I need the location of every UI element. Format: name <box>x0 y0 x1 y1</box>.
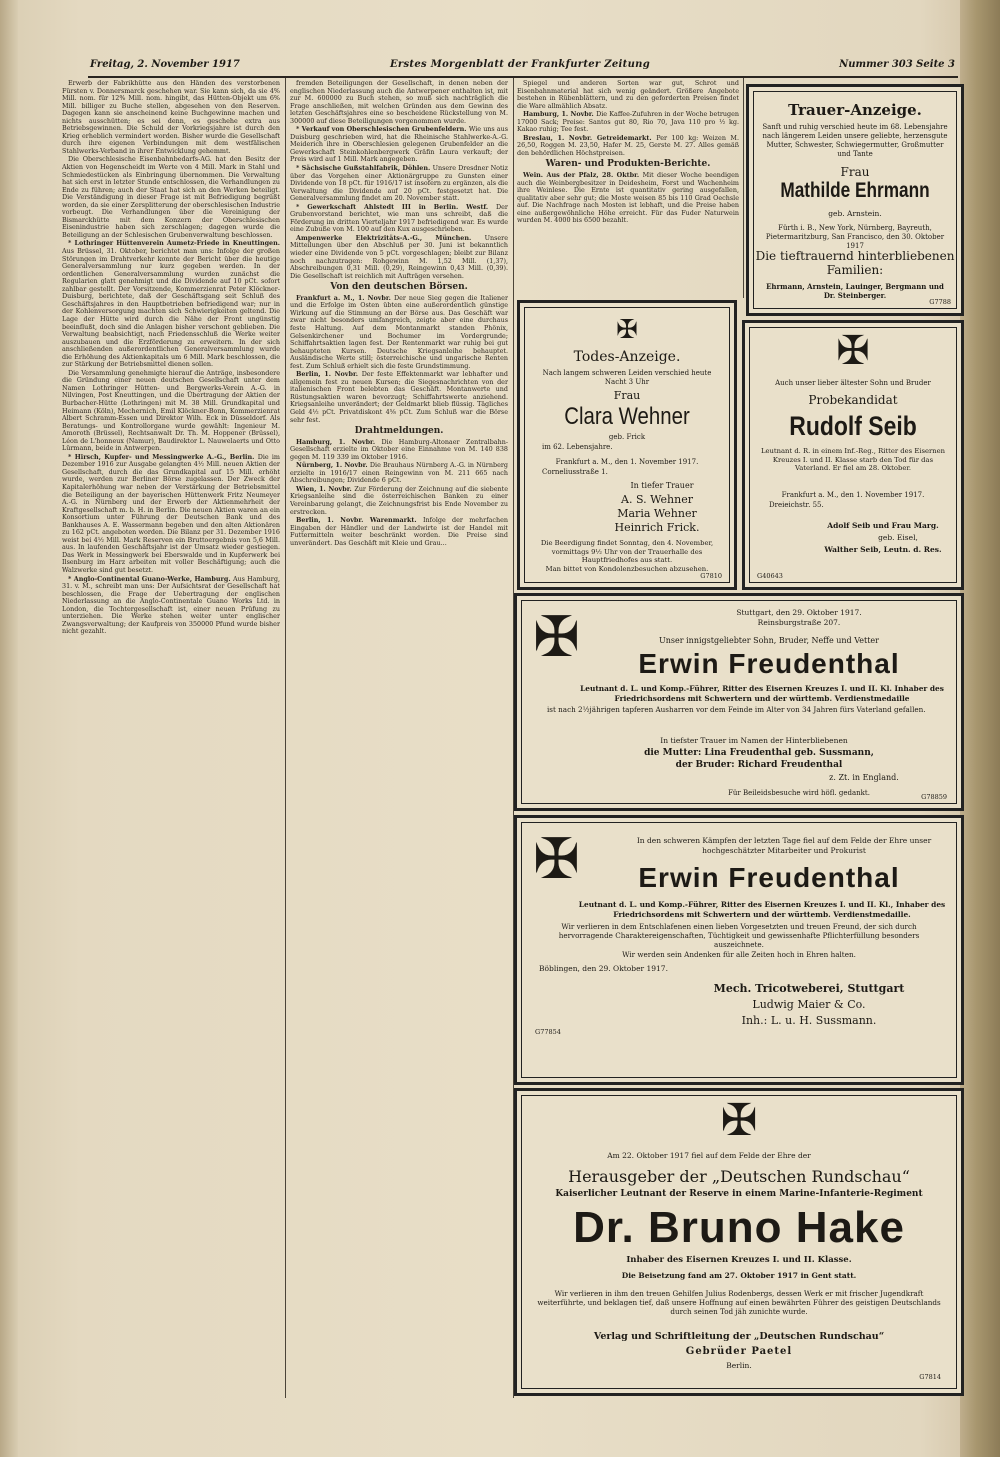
article-heading: Wien, 1. Novbr. <box>296 484 355 493</box>
notice-mourn: In tiefster Trauer im Namen der Hinterbliebenen <box>660 736 848 745</box>
death-notice-ehrmann <box>746 84 964 316</box>
notice-frau: Frau <box>840 165 870 179</box>
text-column-1 <box>62 80 280 1398</box>
article-paragraph: Berlin, 1. Novbr. Der feste Effektenmarkt war lebhafter und allgemein fest zu neuen Kursen; die Siegesnachrichten von der italienischen Front belebten das Geschäft. Montanwerte und Rüstungsaktien waren bevorzugt; Schiffahrtswerte anziehend. Kriegsanleihe unverändert; der Geldmarkt blieb flüssig. Tägliches Geld 4½ pCt. Privatdiskont 4⅝ pCt. Zum Schluß war die Börse sehr fest. <box>290 370 508 424</box>
mourner-3: Heinrich Frick. <box>614 521 700 534</box>
notice-mourners: Die tieftrauernd hinterbliebenen <box>755 249 955 263</box>
burial-info: Die Beerdigung findet Sonntag, den 4. November, vormittags 9½ Uhr von der Trauerhalle des Hauptfriedhofes aus statt. <box>540 539 714 564</box>
article-heading: Frankfurt a. M., 1. Novbr. <box>296 293 394 302</box>
publisher-company: Gebrüder Paetel <box>685 1346 793 1357</box>
article-paragraph: Die Versammlung genehmigte hierauf die Anträge, insbesondere die Gründung einer neuen deutschen Gesellschaft unter dem Namen Lothringer Hütten- und Bergwerks-Verein A.-G. in Nilvingen, Post Kneuttingen, und die Übertragung der Aktien der Burbacher-Hütte (Lothringen) mit M. 38 Mill. Grundkapital und Heimann (Köln), Mechernich, Emil Klöckner-Bonn, Kommerzienrat Albert Schramm-Essen und Direktor Wilh. Eck in Düsseldorf. Als Beratungs- und Kontrollorgane wurde gewählt: Ingenieur M. Amoroth (Brüssel), Rechtsanwalt Dr. Th. M. Hoppener (Brüssel), Léon de L'honneux (Namur), Baudirektor L. Nauwelaerts und Otto Lürmann, beide in Antwerpen. <box>62 368 280 453</box>
header-date: Freitag, 2. November 1917 <box>90 59 240 70</box>
article-heading: Nürnberg, 1. Novbr. <box>296 461 370 470</box>
notice-intro: Nach langem schweren Leiden verschied heute Nacht 3 Uhr <box>542 369 712 386</box>
notice-title: Todes-Anzeige. <box>573 349 681 365</box>
section-heading: Von den deutschen Börsen. <box>330 282 468 293</box>
header-paper-name: Erstes Morgenblatt der Frankfurter Zeitung <box>390 59 650 70</box>
notice-text: Wir verlieren in dem Entschlafenen einen lieben Vorgesetzten und treuen Freund, der sich durch hervorragende Charaktereigenschaften, Tüchtigkeit und gewissenhafte Pflichterfüllung besonders auszeichnete. <box>558 922 920 949</box>
article-paragraph: Erwerb der Fabrikhütte aus den Händen des verstorbenen Fürsten v. Donnersmarck geschehen war. Sie kann sich, da sie 4% Mill. nom. für 12% Mill. nom. hingibt, das Hütten-Objekt um 6% Mill. billiger zu Buche stellen, abgesehen von den Reserven. Dagegen kann sie anscheinend keine Buchgewinne machen und nichts ausschütten; es sei denn, es geschehe extra aus Betriebsgewinnen. Die Schuld der Vorkriegsjahre ist durch den Krieg erheblich vermindert worden. Bisher wurde die Gesellschaft durch ihre eigenen Verbindungen mit dem westfälischen Stahlwerks-Verband in ihrer Entwicklung gehemmt. <box>62 80 280 155</box>
mourner-1: A. S. Wehner <box>621 493 693 506</box>
notice-intro: Unser innigstgeliebter Sohn, Bruder, Neffe und Vetter <box>659 636 879 645</box>
notice-rank: Kaiserlicher Leutnant der Reserve in einem Marine-Infanterie-Regiment <box>555 1189 923 1199</box>
deceased-name: Erwin Freudenthal <box>638 648 900 679</box>
iron-cross-icon: ✠ <box>533 827 580 892</box>
deceased-name: Mathilde Ehrmann <box>780 179 930 202</box>
article-paragraph: * Lothringer Hüttenverein Aumetz-Friede in Kneuttingen. Aus Brüssel, 31. Oktober, berichtet man uns: Infolge der großen Störungen im Drahtverkehr konnte der Bericht über die heutige Generalversammlung nur kurz gegeben werden. In der ordentlichen Generalversammlung wurden zunächst die Regularien glatt genehmigt und die Dividende auf 10 pCt. sofort zahlbar gestellt. Der Vorsitzende, Kommerzienrat Peter Klöckner-Duisburg, berichtete, daß der Geschäftsgang seit Schluß des Geschäftsjahres in den Hauptbetrieben befriedigend war; nur in der Kohlenversorgung machten sich Schwierigkeiten geltend. Die Lage der Hütte wird durch die Nähe der Front ungünstig beeinflußt, doch sind die Anlagen bisher verschont geblieben. Die Verwaltung beabsichtigt, nach Friedensschluß die Werke weiter auszubauen und die Erzförderung zu erweitern. In der sich anschließenden außerordentlichen Generalversammlung wurde die Erhöhung des Aktienkapitals um 6 Mill. Mark beschlossen, die zur Stärkung der Betriebsmittel dienen sollen. <box>62 239 280 369</box>
iron-cross-icon: ✠ <box>836 328 870 374</box>
section-heading: Drahtmeldungen. <box>354 426 444 437</box>
cross-icon: ✠ <box>616 315 638 345</box>
company-proprietors: Inh.: L. u. H. Sussmann. <box>741 1014 877 1027</box>
mourner-brother: der Bruder: Richard Freudenthal <box>675 760 843 770</box>
notice-detail: Leutnant d. R. in einem Inf.-Reg., Ritter des Eisernen Kreuzes I. und II. Klasse starb den Tod für das Vaterland. Er fiel am 28. Oktober. <box>760 447 945 472</box>
notice-detail: Leutnant d. L. und Komp.-Führer, Ritter des Eisernen Kreuzes I. und II. Kl. Inhaber des Friedrichsordens mit Schwertern und der württemb. Verdienstmedaille <box>580 684 944 703</box>
ad-code: G40643 <box>757 572 783 580</box>
article-heading: Hamburg, 1. Novbr. <box>523 110 597 119</box>
death-notice-hake <box>514 1088 964 1396</box>
notice-detail-2: ist nach 2½jährigen tapferen Ausharren vor dem Feinde im Alter von 34 Jahren fürs Vaterland gefallen. <box>547 705 926 714</box>
article-heading: Berlin, 1. Novbr. Warenmarkt. <box>296 516 424 525</box>
death-notice-wehner <box>517 300 737 590</box>
article-heading: Berlin, 1. Novbr. <box>296 370 362 379</box>
text-column-2 <box>290 80 508 902</box>
notice-address: Corneliusstraße 1. <box>542 468 608 476</box>
publisher-name: Verlag und Schriftleitung der „Deutschen Rundschau“ <box>593 1331 885 1342</box>
mourner-mother: die Mutter: Lina Freudenthal geb. Sussmann, <box>644 748 874 758</box>
article-heading: * Verkauf von Oberschlesischen Grubenfeldern. <box>296 125 469 134</box>
deceased-name: Erwin Freudenthal <box>638 862 900 893</box>
header-rule <box>88 76 958 78</box>
article-heading: * Gewerkschaft Ahlstedt III in Berlin. Westf. <box>296 202 497 211</box>
article-paragraph: Spiegel und anderen Sorten war gut, Schrot und Eisenbahnmaterial hat sich wenig geändert. Größere Angebote bestehen in Rübenblättern, und zu den geforderten Preisen findet die Ware allmählich Absatz. <box>517 80 739 110</box>
death-notice-seib <box>742 320 964 590</box>
article-paragraph: Hamburg, 1. Novbr. Die Kaffee-Zufuhren in der Woche betrugen 17000 Sack; Preise: Santos gut 80, Rio 70, Java 110 pro ½ kg. Kakao ruhig; Tee fest. <box>517 110 739 134</box>
deceased-maiden-name: geb. Frick <box>608 433 646 441</box>
notice-address: Reinsburgstraße 207. <box>757 618 841 627</box>
deceased-maiden-name: geb. Arnstein. <box>828 209 882 218</box>
notice-intro: Auch unser lieber ältester Sohn und Bruder <box>775 379 931 387</box>
article-heading: Wein. Aus der Pfalz, 28. Oktbr. <box>523 171 643 180</box>
article-heading: * Hirsch, Kupfer- und Messingwerke A.-G., Berlin. <box>68 452 258 461</box>
article-heading: * Sächsische Gußstahlfabrik, Döhlen. <box>296 164 433 173</box>
mourner-2: Maria Wehner <box>617 507 697 520</box>
text-column-3 <box>517 80 739 295</box>
notice-detail: Inhaber des Eisernen Kreuzes I. und II. Klasse. <box>626 1255 852 1265</box>
notice-note: Man bittet von Kondolenzbesuchen abzusehen. <box>545 565 709 573</box>
death-notice-freudenthal-company <box>514 815 964 1085</box>
notice-places: Fürth i. B., New York, Nürnberg, Bayreuth, Pietermaritzburg, San Francisco, den 30. Oktober 1917 <box>765 224 945 250</box>
article-heading: * Anglo-Continental Guano-Werke, Hamburg. <box>68 574 233 583</box>
notice-text: Wir verlieren in ihm den treuen Gehilfen Julius Rodenbergs, dessen Werk er mit frischer Jugendkraft weiterführte, und beklagen tief, daß unsere Hoffnung auf einen bewährten Führer des geistigen Deutschlands durch seinen Tod jäh zunichte wurde. <box>537 1289 941 1316</box>
notice-place-date: Böblingen, den 29. Oktober 1917. <box>539 964 668 973</box>
notice-frau: Frau <box>613 389 641 402</box>
death-notice-freudenthal-family <box>514 593 964 811</box>
article-paragraph: Hamburg, 1. Novbr. Die Hamburg-Altonaer Zentralbahn-Gesellschaft erzielte im Oktober eine Einnahme von M. 140 838 gegen M. 119 339 im Oktober 1916. <box>290 437 508 461</box>
company-name: Mech. Tricotweberei, Stuttgart <box>713 982 905 995</box>
page-left-edge <box>0 0 18 1457</box>
ad-code: G7788 <box>929 298 951 306</box>
article-paragraph: Wein. Aus der Pfalz, 28. Oktbr. Mit dieser Woche beendigen auch die Weinbergbesitzer in Deidesheim, Forst und Wachenheim ihre Weinlese. Die Ernte ist quantitativ gering ausgefallen, qualitativ aber sehr gut; die Moste weisen 85 bis 110 Grad Oechsle auf. Die Nachfrage nach Mosten ist lebhaft, und die Preise haben eine außergewöhnliche Höhe erreicht. Für das Fuder Naturwein wurden M. 4000 bis 6500 bezahlt. <box>517 171 739 225</box>
article-paragraph: * Verkauf von Oberschlesischen Grubenfeldern. Wie uns aus Duisburg geschrieben wird, hat die Rheinische Stahlwerke-A.-G. Meiderich ihre in Oberschlesien gelegenen Grubenfelder an die Gewerkschaft Steinkohlenbergwerk Gräfin Laura verkauft; der Preis wird auf 1 Mill. Mark angegeben. <box>290 125 508 164</box>
article-paragraph: Ampenwerke Elektrizitäts-A.-G., München. Unsere Mitteilungen über den Abschluß per 30. Juni ist bekanntlich wieder eine Dividende von 5 pCt. vorgeschlagen; bleibt zur Bilanz noch nachzutragen: Rohgewinn M. 1,52 Mill. (1,37), Abschreibungen 0,31 Mill. (0,29), Reingewinn 0,43 Mill. (0,39). Die Gesellschaft ist reichlich mit Aufträgen versehen. <box>290 233 508 280</box>
column-divider <box>285 78 286 1398</box>
ad-code: G7814 <box>919 1373 941 1381</box>
article-heading: Ampenwerke Elektrizitäts-A.-G., München. <box>296 233 485 242</box>
deceased-name: Dr. Bruno Hake <box>573 1203 905 1252</box>
iron-cross-icon: ✠ <box>720 1095 758 1146</box>
column-divider <box>743 78 744 298</box>
notice-address: Dreieichstr. 55. <box>769 501 824 509</box>
mourner-brother-2: z. Zt. in England. <box>829 773 899 782</box>
notice-place-date: Frankfurt a. M., den 1. November 1917. <box>555 458 699 466</box>
article-paragraph: * Gewerkschaft Ahlstedt III in Berlin. Westf. Der Grubenvorstand berichtet, wie man uns schreibt, daß die Förderung im dritten Vierteljahr 1917 befriedigend war. Es wurde eine Zubuße von M. 100 auf den Kux ausgeschrieben. <box>290 202 508 234</box>
iron-cross-icon: ✠ <box>533 605 580 670</box>
section-heading: Waren- und Produkten-Berichte. <box>545 159 711 170</box>
notice-note: Für Beileidsbesuche wird höfl. gedankt. <box>728 789 870 797</box>
ad-code: G7810 <box>700 572 722 580</box>
deceased-age: im 62. Lebensjahre. <box>542 443 613 451</box>
article-paragraph: Nürnberg, 1. Novbr. Die Brauhaus Nürnberg A.-G. in Nürnberg erzielte in 1916/17 einen Reingewinn von M. 211 665 nach Abschreibungen; Dividende 6 pCt. <box>290 461 508 485</box>
notice-mourners-2: Familien: <box>826 263 884 277</box>
article-paragraph: * Sächsische Gußstahlfabrik, Döhlen. Unsere Dresdner Notiz über das Vorgehen einer Aktionärgruppe zu Gunsten einer Dividende von 18 pCt. für 1916/17 ist insofern zu ergänzen, als die Verwaltung die Dividende auf 20 pCt. festgesetzt hat. Die Generalversammlung findet am 20. November statt. <box>290 164 508 203</box>
notice-role: Herausgeber der „Deutschen Rundschau“ <box>568 1167 910 1186</box>
publisher-city: Berlin. <box>726 1361 752 1370</box>
article-paragraph: Berlin, 1. Novbr. Warenmarkt. Infolge der mehrfachen Eingaben der Händler und der Landwirte ist der Handel mit Futtermitteln weiter beschränkt worden. Die Preise sind unverändert. Das Geschäft mit Kleie und Grau... <box>290 516 508 547</box>
article-paragraph: Breslau, 1. Novbr. Getreidemarkt. Per 100 kg: Weizen M. 26,50, Roggen M. 23,50, Hafer M. 25, Gerste M. 27. Alles gemäß den behördlichen Höchstpreisen. <box>517 133 739 157</box>
page-header <box>60 57 960 77</box>
notice-families: Ehrmann, Arnstein, Lauinger, Bergmann und Dr. Steinberger. <box>766 282 944 300</box>
notice-detail: Leutnant d. L. und Komp.-Führer, Ritter des Eisernen Kreuzes I. und II. Kl., Inhaber des Friedrichsordens mit Schwertern und der württemb. Verdienstmedaille. <box>578 900 946 919</box>
company-owner: Ludwig Maier & Co. <box>752 998 866 1011</box>
article-paragraph: Frankfurt a. M., 1. Novbr. Der neue Sieg gegen die Italiener und die Erfolge im Osten übten eine außerordentlich günstige Wirkung auf die Stimmung an der Börse aus. Das Geschäft war zwar nicht besonders umfangreich, zeigte aber eine durchaus feste Haltung. Auf dem Montanmarkt standen Phönix, Gelsenkirchener und Bochumer im Vordergrunde; Schiffahrtsaktien lagen fest. Der Rentenmarkt war ruhig bei gut behaupteten Kursen. Deutsche Kriegsanleihe behauptet. Ausländische Werte still; österreichische und ungarische Renten fest. Zum Schluß erhielt sich die feste Grundstimmung. <box>290 293 508 370</box>
notice-mourn: In tiefer Trauer <box>630 481 694 490</box>
notice-rank: Probekandidat <box>808 393 898 407</box>
article-paragraph: Wien, 1. Novbr. Zur Förderung der Zeichnung auf die siebente Kriegsanleihe sind die österreichischen Banken zu einer Vereinbarung gelangt, die Zeichnungsfrist bis Ende November zu erstrecken. <box>290 484 508 516</box>
article-paragraph: fremden Beteiligungen der Gesellschaft, in denen neben der englischen Niederlassung auch die Antwerpener enthalten ist, mit zur M. 600000 zu Buch stehen, so muß sich nachträglich die Frage anschließen, mit welchen Gründen aus dem Gewinn des letzten Geschäftsjahres eine so bescheidene Rückstellung von M. 300000 auf diese Beteiligungen vorgenommen wurde. <box>290 80 508 125</box>
book-binding <box>960 0 1000 1457</box>
notice-intro: Am 22. Oktober 1917 fiel auf dem Felde der Ehre der <box>607 1151 811 1160</box>
ad-code: G78859 <box>921 793 947 801</box>
notice-title: Trauer-Anzeige. <box>788 101 922 119</box>
notice-place-date: Stuttgart, den 29. Oktober 1917. <box>736 608 862 617</box>
header-page-number: Nummer 303 Seite 3 <box>839 59 955 70</box>
notice-text-2: Wir werden sein Andenken für alle Zeiten hoch in Ehren halten. <box>622 950 856 959</box>
article-paragraph: * Hirsch, Kupfer- und Messingwerke A.-G., Berlin. Die im Dezember 1916 zur Ausgabe gelangten 4½ Mill. neuen Aktien der Gesellschaft, durch die das Grundkapital auf 15 Mill. erhöht wurde, werden zur Berliner Börse zugelassen. Der Zweck der Kapitalerhöhung war neben der Verstärkung der Betriebsmittel die Beteiligung an der bayerischen Hüttenwerk Fritz Neumeyer A.-G. in Nürnberg und der Erwerb der Aktienmehrheit der Kraftgesellschaft m. b. H. in Berlin. Die neuen Aktien waren an ein Konsortium unter Führung der Deutschen Bank und des Bankhauses A. E. Wassermann begeben und den alten Aktionären zu 162 pCt. angeboten worden. Die Bilanz per 31. Dezember 1916 weist bei 4½ Mill. Mark Reserven ein Bruttoergebnis von 5,6 Mill. aus. In laufenden Geschäftsjahr ist der Umsatz wieder gestiegen. Das Werk in Messingwerk bei Eberswalde und in Kupferwerk bei Ilsenburg im Harz arbeiten mit voller Beschäftigung; auch die Walzwerke sind gut besetzt. <box>62 452 280 574</box>
article-paragraph: * Anglo-Continental Guano-Werke, Hamburg. Aus Hamburg, 31. v. M., schreibt man uns: Der Aufsichtsrat der Gesellschaft hat beschlossen, die Frage der Uebertragung der englischen Niederlassung an die Anglo-Continentale Guano Works Ltd. in London, die Tochtergesellschaft ist, einer neuen Prüfung zu unterziehen. Die Werke stehen weiter unter englischer Zwangsverwaltung; der Kaufpreis von 350000 Pfund wurde bisher nicht gezahlt. <box>62 574 280 636</box>
ad-code: G77854 <box>535 1028 561 1036</box>
article-heading: * Lothringer Hüttenverein Aumetz-Friede in Kneuttingen. <box>68 239 280 248</box>
mourner-1: Adolf Seib und Frau Marg. <box>827 521 939 530</box>
notice-place-date: Frankfurt a. M., den 1. November 1917. <box>781 491 925 499</box>
notice-intro: In den schweren Kämpfen der letzten Tage fiel auf dem Felde der Ehre unser hochgeschätzter Mitarbeiter und Prokurist <box>636 836 932 855</box>
article-paragraph: Die Oberschlesische Eisenbahnbedarfs-AG. hat den Besitz der Aktien von Hegenscheidt im Werte von 4 Mill. Mark in Stahl und Schmiedestücken als Einbringung übernommen. Die Verwaltung hat sich erst in letzter Stunde entschlossen, die Verhandlungen zu Ende zu führen; auch der Staat hat sich an den Werken beteiligt. Die Verständigung in dieser Frage ist mit Befriedigung begrüßt worden, da sie einer Zersplitterung der oberschlesischen Industrie vorbeugt. Die Verhandlungen über die Vereinigung der Bismarckhütte mit dem Konzern der Oberschlesischen Eisenindustrie haben sich zerschlagen; dagegen wurde die Beteiligung an der Schlesischen Grubenverwaltung beschlossen. <box>62 155 280 239</box>
burial-info: Die Beisetzung fand am 27. Oktober 1917 in Gent statt. <box>621 1271 857 1280</box>
article-heading: Breslau, 1. Novbr. Getreidemarkt. <box>523 133 657 142</box>
deceased-name: Rudolf Seib <box>789 411 917 441</box>
exchange-rate-tables <box>290 905 508 1395</box>
mourner-2: geb. Eisel, <box>878 533 918 542</box>
deceased-name: Clara Wehner <box>564 403 690 430</box>
notice-intro: Sanft und ruhig verschied heute im 68. Lebensjahre nach längerem Leiden unsere geliebte, herzensgute Mutter, Schwester, Schwiegermutter, Großmutter und Tante <box>762 123 948 158</box>
article-heading: Hamburg, 1. Novbr. <box>296 437 382 446</box>
mourner-3: Walther Seib, Leutn. d. Res. <box>824 545 942 554</box>
